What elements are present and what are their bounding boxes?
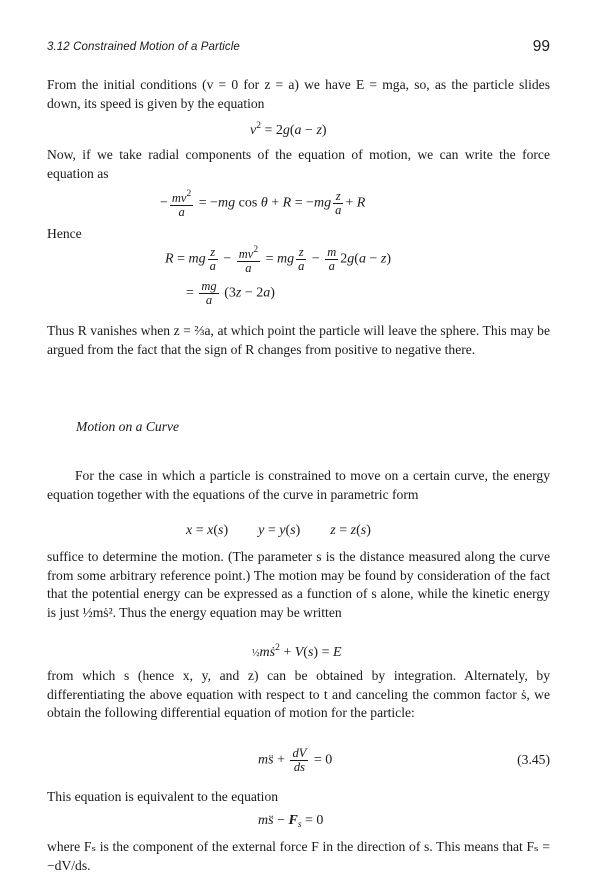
- page-number: 99: [532, 38, 550, 55]
- paragraph-equivalent: This equation is equivalent to the equation: [47, 789, 279, 804]
- paragraph-component: where Fₛ is the component of the external force F in the direction of s. This means that Fₛ = −dV/ds.: [47, 839, 550, 873]
- equation-speed: $v^2 = 2g(a - z)$: [250, 121, 327, 138]
- equation-number: (3.45): [517, 752, 550, 767]
- equation-force: − $\frac{mv^2}{a}$ = −mg cos θ + R = −mg $\frac{z}{a}$ + R: [160, 189, 366, 219]
- paragraph-integration: from which s (hence x, y, and z) can be obtained by integration. Alternately, by differentiating the above equation with respect to t and canceling the common factor ṡ, we obtain the following differential equation of motion for the particle:: [47, 668, 550, 721]
- equation-energy: ½mṡ$^2$ + V(s) = E: [252, 643, 342, 660]
- equation-equivalent: ms̈ − $F_s = 0$: [258, 813, 324, 830]
- paragraph-curve-intro: For the case in which a particle is constrained to move on a certain curve, the energy equation together with the equations of the curve in parametric form: [47, 468, 550, 502]
- running-head: [47, 38, 550, 58]
- paragraph-radial-components: Now, if we take radial components of the equation of motion, we can write the force equation as: [47, 147, 550, 181]
- equation-R-line2: = $\frac{mg}{a}$ (3z − 2a): [186, 279, 275, 307]
- paragraph-R-vanishes: Thus R vanishes when z = ⅔a, at which point the particle will leave the sphere. This may be argued from the fact that the sign of R changes from positive to negative there.: [47, 323, 550, 357]
- paragraph-initial-conditions: From the initial conditions (v = 0 for z = a) we have E = mga, so, as the particle slides down, its speed is given by the equation: [47, 77, 550, 111]
- paragraph-suffice: suffice to determine the motion. (The parameter s is the distance measured along the curve from some arbitrary reference point.) The motion may be found by consideration of the fact that the potential energy can be expressed as a function of s alone, while the kinetic energy is just ½mṡ². Thus the energy equation may be written: [47, 549, 550, 620]
- running-title: 3.12 Constrained Motion of a Particle: [47, 41, 240, 53]
- equation-motion: ms̈ + $\frac{dV}{ds}$ = 0: [258, 746, 333, 774]
- word-hence: Hence: [47, 226, 82, 241]
- equation-parametric: x = x(s) y = y(s) z = z(s): [186, 523, 371, 538]
- section-heading: Motion on a Curve: [76, 419, 180, 434]
- equation-R-line1: R = mg $\frac{z}{a}$ − $\frac{mv^2}{a}$ = mg $\frac{z}{a}$ − $\frac{m}{a}$ 2g(a − z): [165, 245, 391, 275]
